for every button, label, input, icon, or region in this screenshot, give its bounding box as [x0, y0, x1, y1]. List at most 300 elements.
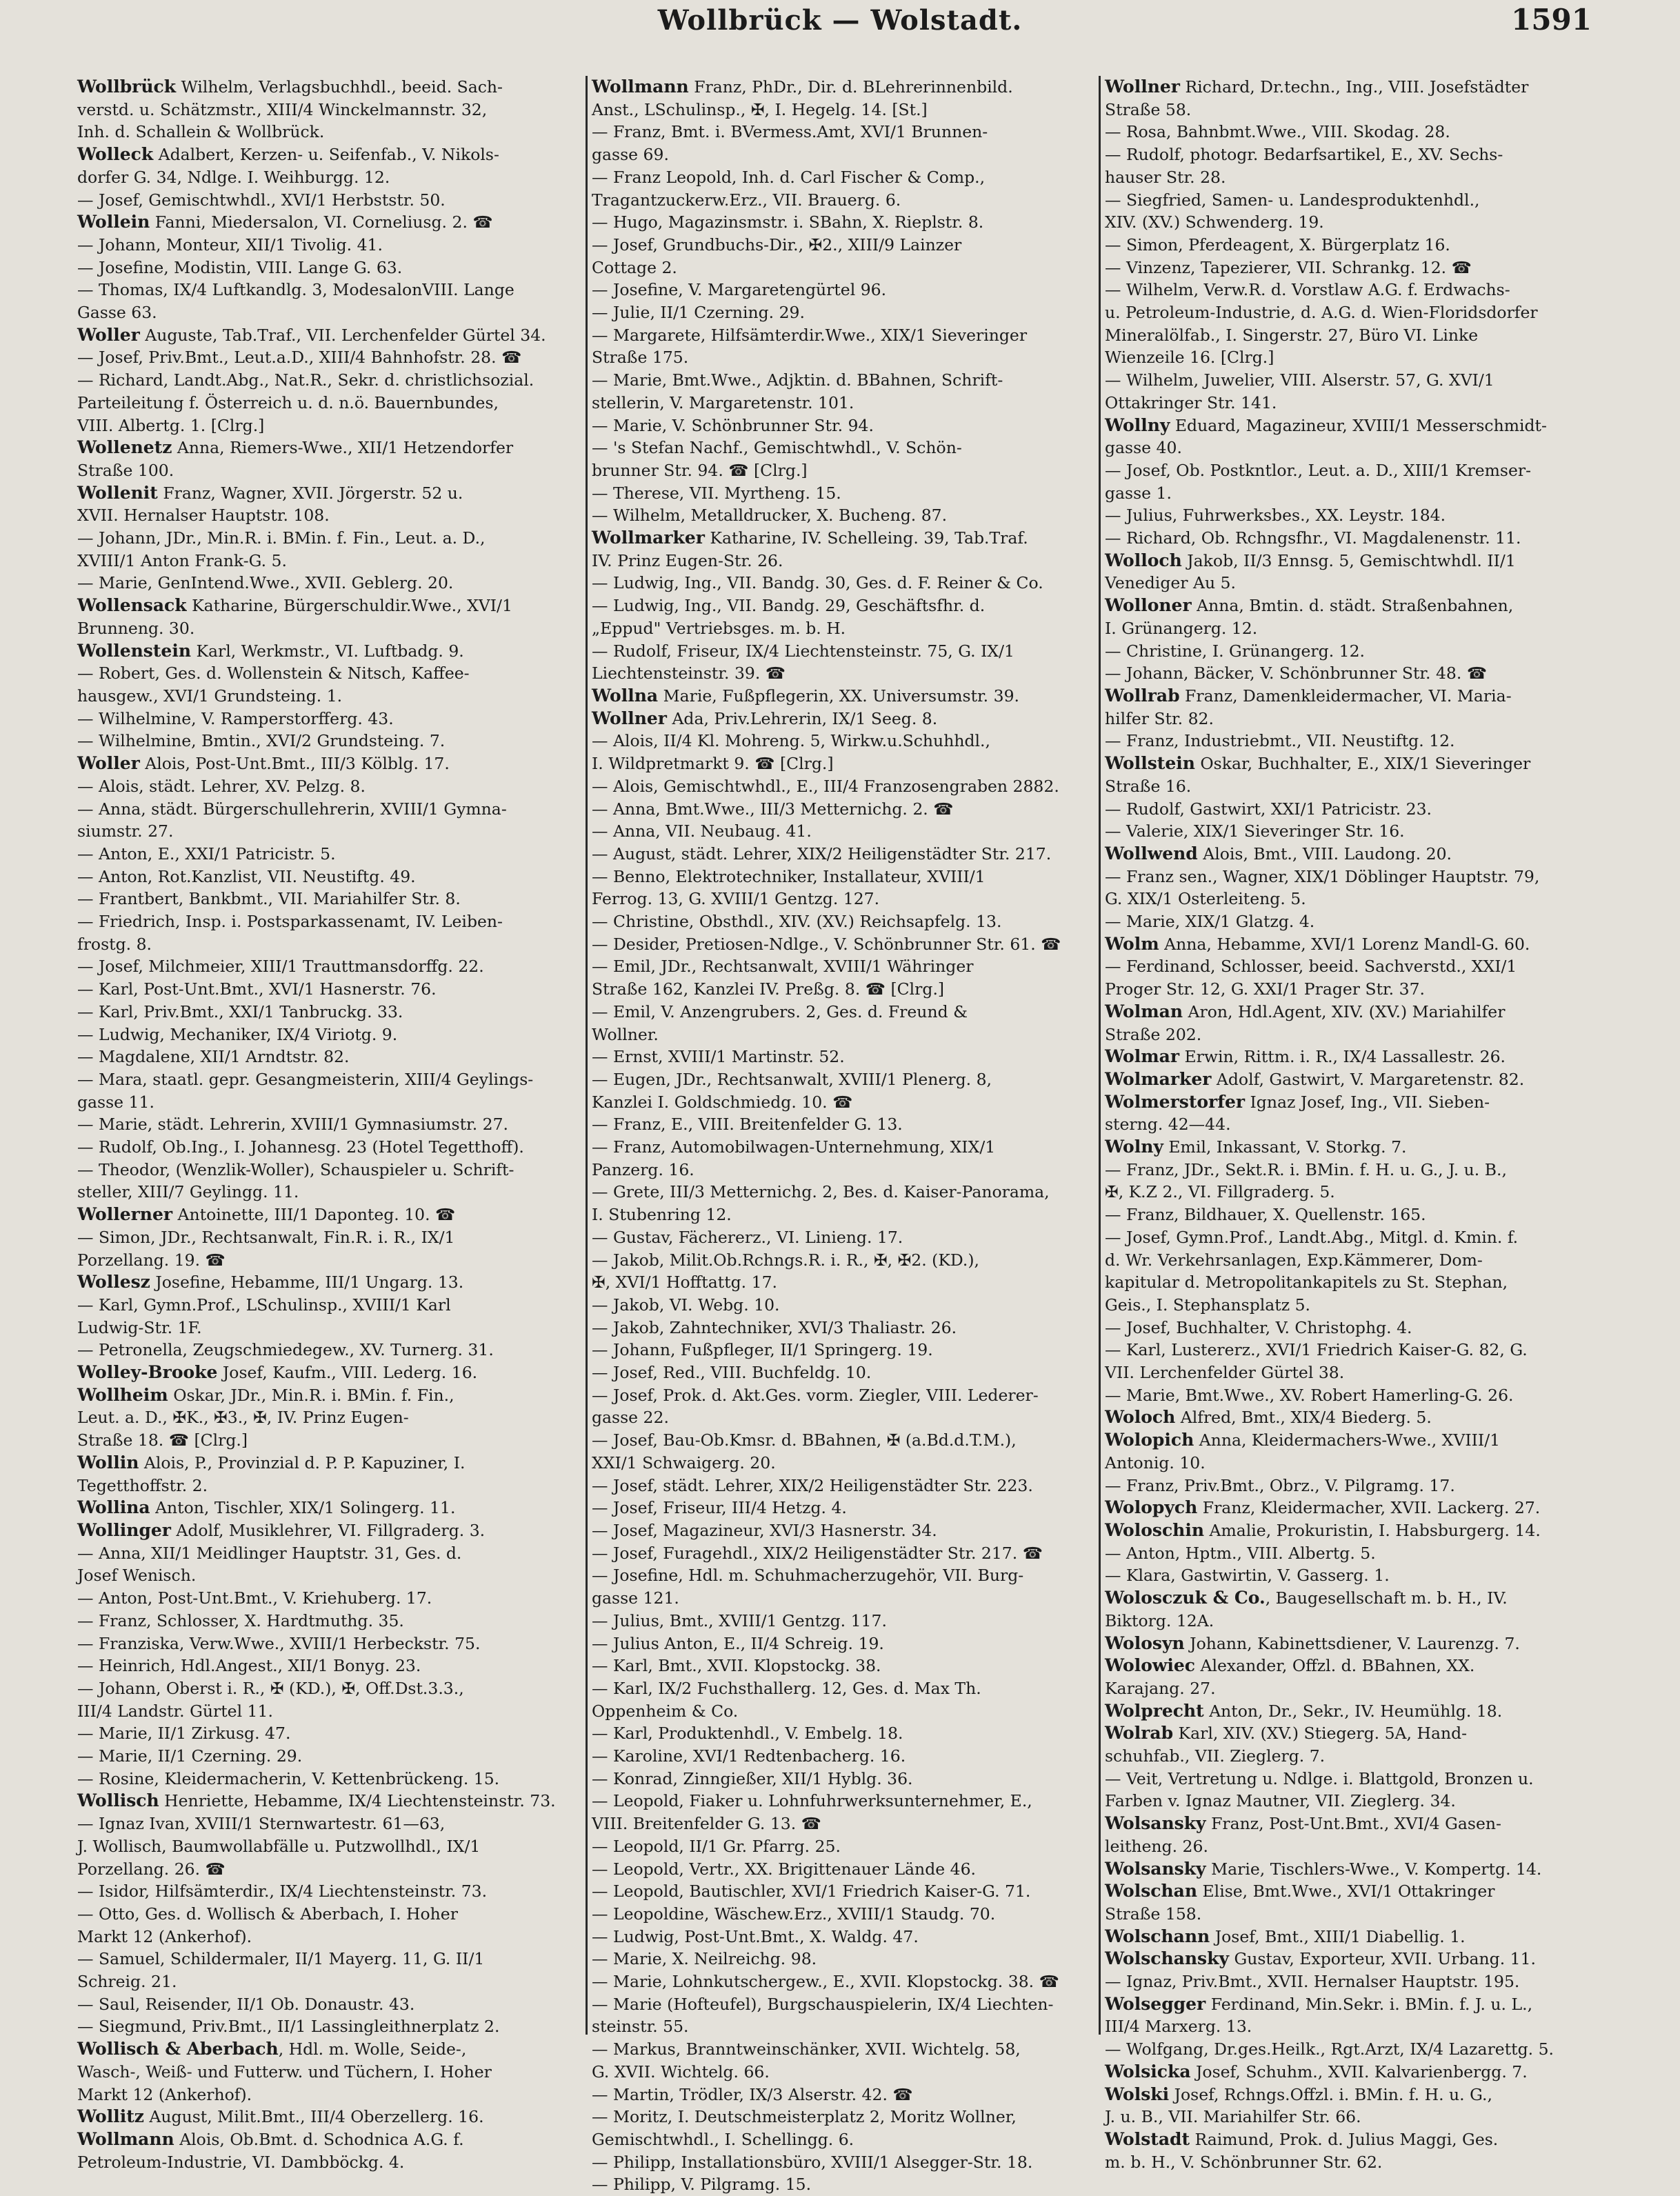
directory-entry [1105, 121, 1608, 143]
entry-text: Biktorg. 12A. [1105, 1610, 1214, 1630]
entry-surname: Wolloner [1105, 595, 1192, 616]
directory-entry [1105, 1587, 1608, 1610]
directory-entry [1105, 2128, 1608, 2151]
entry-text: — Karl, Gymn.Prof., LSchulinsp., XVIII/1 Karl [77, 1295, 451, 1315]
entry-text: — 's Stefan Nachf., Gemischtwhdl., V. Schön- [592, 438, 962, 458]
column-divider [1099, 76, 1101, 2035]
entry-surname: Wollitz [77, 2106, 144, 2127]
directory-entry [1105, 527, 1608, 550]
entry-text: Katharine, IV. Schelleing. 39, Tab.Traf. [704, 528, 1028, 548]
entry-text: G. XIX/1 Osterleiteng. 5. [1105, 889, 1306, 909]
entry-text: — August, städt. Lehrer, XIX/2 Heiligenstädter Str. 217. [592, 844, 1052, 864]
directory-entry [77, 1452, 581, 1475]
directory-entry [592, 1001, 1095, 1024]
entry-text: — Vinzenz, Tapezierer, VII. Schrankg. 12. ☎ [1105, 257, 1472, 277]
entry-text: Venediger Au 5. [1105, 573, 1236, 593]
entry-text: Anna, Bmtin. d. städt. Straßenbahnen, [1191, 596, 1514, 616]
entry-text: — Marie, GenIntend.Wwe., XVII. Geblerg. 20. [77, 573, 454, 593]
directory-entry [592, 1452, 1095, 1475]
entry-text: Josef, Kaufm., VIII. Lederg. 16. [217, 1363, 478, 1383]
entry-surname: Woller [77, 324, 140, 345]
directory-entry [592, 572, 1095, 595]
entry-text: — Petronella, Zeugschmiedegew., XV. Turnerg. 31. [77, 1340, 494, 1360]
entry-surname: Wolm [1105, 933, 1159, 954]
entry-surname: Wollstein [1105, 753, 1195, 774]
directory-entry [592, 2061, 1095, 2084]
entry-text: — Jakob, Zahntechniker, XVI/3 Thaliastr. 26. [592, 1317, 957, 1337]
entry-surname: Wollheim [77, 1384, 168, 1405]
entry-surname: Wolosyn [1105, 1633, 1185, 1653]
directory-entry [592, 459, 1095, 482]
entry-surname: Wollisch & Aberbach [77, 2039, 279, 2059]
entry-text: Josef Wenisch. [77, 1566, 197, 1586]
entry-text: — Thomas, IX/4 Luftkandlg. 3, ModesalonVIII. Lange [77, 280, 514, 300]
directory-entry [77, 459, 581, 482]
directory-entry [592, 1068, 1095, 1091]
entry-text: Josef, Schuhm., XVII. Kalvarienbergg. 7. [1190, 2062, 1528, 2082]
directory-entry [1105, 1722, 1608, 1745]
entry-text: — Josef, städt. Lehrer, XIX/2 Heiligenstädter Str. 223. [592, 1475, 1033, 1495]
entry-text: — Jakob, VI. Webg. 10. [592, 1295, 780, 1315]
entry-text: Oppenheim & Co. [592, 1701, 739, 1721]
directory-entry [1105, 301, 1608, 324]
directory-entry [1105, 369, 1608, 392]
directory-entry [592, 482, 1095, 505]
directory-entry [77, 708, 581, 730]
entry-text: Adolf, Musiklehrer, VI. Fillgraderg. 3. [170, 1521, 486, 1540]
directory-entry [1105, 1497, 1608, 1519]
entry-text: — Josef, Ob. Postkntlor., Leut. a. D., XIII/1 Kremser- [1105, 460, 1532, 480]
directory-entry [592, 1339, 1095, 1361]
entry-surname: Wolsansky [1105, 1813, 1206, 1834]
directory-entry [1105, 572, 1608, 595]
entry-text: — Franz, JDr., Sekt.R. i. BMin. f. H. u. G., J. u. B., [1105, 1159, 1507, 1179]
entry-text: Fanni, Miedersalon, VI. Corneliusg. 2. ☎ [150, 212, 493, 232]
entry-surname: Wollenetz [77, 437, 172, 458]
entry-surname: Wolopich [1105, 1430, 1194, 1450]
entry-text: — Julius, Bmt., XVIII/1 Gentzg. 117. [592, 1610, 887, 1630]
entry-text: — Josefine, Hdl. m. Schuhmacherzugehör, VII. Burg- [592, 1566, 1024, 1586]
directory-entry [592, 143, 1095, 166]
directory-entry [1105, 843, 1608, 866]
entry-text: Elise, Bmt.Wwe., XVI/1 Ottakringer [1197, 1881, 1495, 1901]
directory-entry [592, 1993, 1095, 2016]
entry-text: — Anna, Bmt.Wwe., III/3 Metternichg. 2. ☎ [592, 799, 954, 819]
directory-entry [77, 1880, 581, 1903]
directory-entry [1105, 1226, 1608, 1249]
directory-entry [77, 143, 581, 166]
directory-entry [77, 324, 581, 347]
directory-entry [77, 504, 581, 527]
entry-text: I. Stubenring 12. [592, 1205, 732, 1225]
entry-text: Straße 100. [77, 460, 174, 480]
entry-text: Inh. d. Schallein & Wollbrück. [77, 122, 325, 142]
entry-text: — Christine, I. Grünangerg. 12. [1105, 641, 1366, 661]
entry-text: steinstr. 55. [592, 2017, 689, 2037]
entry-text: Auguste, Tab.Traf., VII. Lerchenfelder Gürtel 34. [139, 325, 546, 345]
directory-entry [77, 1587, 581, 1610]
entry-surname: Wolley-Brooke [77, 1362, 218, 1383]
entry-text: G. XVII. Wichtelg. 66. [592, 2062, 770, 2082]
entry-text: — Siegmund, Priv.Bmt., II/1 Lassingleithnerplatz 2. [77, 2017, 500, 2037]
directory-entry [592, 1813, 1095, 1835]
entry-surname: Wolsegger [1105, 1993, 1206, 2014]
entry-text: XIV. (XV.) Schwenderg. 19. [1105, 212, 1324, 232]
entry-text: — Rudolf, Friseur, IX/4 Liechtensteinstr. 75, G. IX/1 [592, 641, 1014, 661]
entry-text: August, Milit.Bmt., III/4 Oberzellerg. 16. [143, 2107, 484, 2127]
entry-surname: Wollbrück [77, 77, 177, 97]
directory-entry [77, 1677, 581, 1700]
entry-text: — Ernst, XVIII/1 Martinstr. 52. [592, 1047, 845, 1067]
entry-text: III/4 Marxerg. 13. [1105, 2017, 1252, 2037]
directory-entry [1105, 708, 1608, 730]
entry-text: ✠, K.Z 2., VI. Fillgraderg. 5. [1105, 1182, 1335, 1202]
entry-text: Straße 16. [1105, 776, 1192, 796]
entry-text: — Julius Anton, E., II/4 Schreig. 19. [592, 1633, 884, 1653]
entry-surname: Wollenit [77, 482, 158, 503]
directory-entry [592, 978, 1095, 1001]
entry-surname: Wolowiec [1105, 1655, 1196, 1676]
directory-entry [1105, 1835, 1608, 1858]
directory-entry [77, 1339, 581, 1361]
directory-entry [1105, 888, 1608, 910]
directory-entry [1105, 640, 1608, 663]
entry-surname: Wolny [1105, 1137, 1163, 1157]
entry-text: Antoinette, III/1 Daponteg. 10. ☎ [172, 1205, 456, 1225]
directory-entry [592, 1475, 1095, 1497]
directory-entry [77, 1429, 581, 1452]
entry-text: — Klara, Gastwirtin, V. Gasserg. 1. [1105, 1566, 1390, 1586]
directory-entry [592, 527, 1095, 550]
directory-entry [77, 1722, 581, 1745]
entry-text: — Theodor, (Wenzlik-Woller), Schauspieler u. Schrift- [77, 1159, 514, 1179]
entry-surname: Wollner [592, 708, 667, 728]
entry-text: — Marie, II/1 Zirkusg. 47. [77, 1724, 291, 1744]
entry-text: — Ludwig, Mechaniker, IX/4 Viriotg. 9. [77, 1024, 398, 1044]
directory-entry [1105, 820, 1608, 843]
entry-text: — Josef, Red., VIII. Buchfeldg. 10. [592, 1363, 872, 1383]
entry-text: — Konrad, Zinngießer, XII/1 Hyblg. 36. [592, 1768, 913, 1788]
entry-text: Parteileitung f. Österreich u. d. n.ö. Bauernbundes, [77, 392, 499, 412]
entry-text: — Anton, Post-Unt.Bmt., V. Kriehuberg. 17. [77, 1588, 432, 1608]
directory-entry [77, 595, 581, 617]
directory-entry [77, 2106, 581, 2128]
entry-text: Gasse 63. [77, 303, 157, 323]
entry-text: — Anton, Hptm., VIII. Albertg. 5. [1105, 1543, 1376, 1563]
entry-text: — Christine, Obsthdl., XIV. (XV.) Reichsapfelg. 13. [592, 912, 1002, 932]
directory-entry [77, 166, 581, 189]
entry-text: — Moritz, I. Deutschmeisterplatz 2, Moritz Wollner, [592, 2107, 1017, 2127]
entry-text: gasse 11. [77, 1092, 154, 1112]
directory-entry [77, 1181, 581, 1204]
page-title: Wollbrück — Wolstadt. [657, 4, 1023, 37]
entry-text: — Magdalene, XII/1 Arndtstr. 82. [77, 1047, 350, 1067]
directory-entry [1105, 1858, 1608, 1881]
entry-text: — Josefine, V. Margaretengürtel 96. [592, 280, 887, 300]
directory-entry [592, 1948, 1095, 1970]
entry-text: Johann, Kabinettsdiener, V. Laurenzg. 7. [1184, 1633, 1520, 1653]
entry-text: Adalbert, Kerzen- u. Seifenfab., V. Nikols- [153, 145, 499, 165]
directory-entry [77, 1519, 581, 1542]
directory-entry [1105, 617, 1608, 640]
directory-entry [592, 1024, 1095, 1046]
entry-text: — Johann, Fußpfleger, II/1 Springerg. 19. [592, 1340, 933, 1360]
entry-surname: Wollmann [77, 2128, 174, 2149]
directory-entry [77, 1361, 581, 1384]
directory-entry [1105, 1542, 1608, 1565]
directory-entry [592, 211, 1095, 234]
page-number: 1591 [1511, 3, 1592, 37]
entry-text: Farben v. Ignaz Mautner, VII. Zieglerg. 34. [1105, 1791, 1456, 1811]
entry-text: VII. Lerchenfelder Gürtel 38. [1105, 1363, 1345, 1383]
entry-text: — Josef, Friseur, III/4 Hetzg. 4. [592, 1498, 847, 1518]
directory-entry [1105, 166, 1608, 189]
directory-entry [592, 1181, 1095, 1204]
entry-text: — Frantbert, Bankbmt., VII. Mariahilfer Str. 8. [77, 889, 461, 909]
entry-text: — Marie, Lohnkutschergew., E., XVII. Klopstockg. 38. ☎ [592, 1972, 1059, 1992]
entry-text: Ludwig-Str. 1F. [77, 1317, 202, 1337]
directory-entry [77, 1159, 581, 1181]
entry-text: — Julius, Fuhrwerksbes., XX. Leystr. 184. [1105, 506, 1446, 526]
entry-text: Markt 12 (Ankerhof). [77, 2084, 252, 2104]
entry-surname: Wollmann [592, 77, 689, 97]
directory-entry [1105, 1519, 1608, 1542]
entry-text: — Marie, II/1 Czerning. 29. [77, 1746, 303, 1766]
entry-text: kapitular d. Metropolitankapitels zu St. Stephan, [1105, 1272, 1508, 1292]
entry-text: — Grete, III/3 Metternichg. 2, Bes. d. Kaiser-Panorama, [592, 1182, 1050, 1202]
directory-entry [77, 1813, 581, 1835]
entry-text: — Rudolf, Gastwirt, XXI/1 Patricistr. 23. [1105, 799, 1432, 819]
entry-text: u. Petroleum-Industrie, d. A.G. d. Wien-Floridsdorfer [1105, 303, 1538, 323]
directory-entry [1105, 482, 1608, 505]
directory-entry [1105, 1790, 1608, 1813]
directory-entry [592, 1294, 1095, 1317]
entry-text: — Leopoldine, Wäschew.Erz., XVIII/1 Staudg. 70. [592, 1904, 996, 1924]
entry-text: Markt 12 (Ankerhof). [77, 1926, 252, 1946]
directory-entry [592, 121, 1095, 143]
directory-entry [77, 1113, 581, 1136]
entry-text: „Eppud" Vertriebsges. m. b. H. [592, 618, 846, 638]
directory-entry [592, 1903, 1095, 1926]
column-divider [586, 76, 588, 2035]
directory-entry [1105, 798, 1608, 821]
entry-text: Alois, Ob.Bmt. d. Schodnica A.G. f. [174, 2129, 464, 2149]
directory-entry [77, 76, 581, 99]
entry-text: I. Grünangerg. 12. [1105, 618, 1258, 638]
directory-entry [592, 708, 1095, 730]
directory-entry [77, 1001, 581, 1024]
entry-text: Karl, XIV. (XV.) Stiegerg. 5A, Hand- [1173, 1724, 1468, 1744]
directory-entry [1105, 1655, 1608, 1677]
directory-entry [592, 1677, 1095, 1700]
directory-entry [592, 234, 1095, 257]
directory-entry [77, 843, 581, 866]
directory-entry [1105, 1926, 1608, 1948]
directory-entry [592, 1790, 1095, 1813]
directory-entry [592, 820, 1095, 843]
entry-text: — Josef, Milchmeier, XIII/1 Trauttmansdorffg. 22. [77, 957, 484, 977]
entry-text: — Alois, städt. Lehrer, XV. Pelzg. 8. [77, 776, 366, 796]
directory-entry [592, 301, 1095, 324]
entry-text: — Josefine, Modistin, VIII. Lange G. 63. [77, 257, 403, 277]
entry-text: — Wilhelmine, Bmtin., XVI/2 Grundsteing. 7. [77, 731, 446, 751]
entry-text: I. Wildpretmarkt 9. ☎ [Clrg.] [592, 754, 834, 774]
entry-surname: Wollina [77, 1497, 150, 1518]
entry-text: — Martin, Trödler, IX/3 Alserstr. 42. ☎ [592, 2084, 913, 2104]
directory-entry [77, 910, 581, 933]
entry-text: Adolf, Gastwirt, V. Margaretenstr. 82. [1211, 1069, 1525, 1089]
directory-entry [1105, 1091, 1608, 1114]
directory-entry [1105, 1204, 1608, 1226]
entry-text: — Leopold, Bautischler, XVI/1 Friedrich Kaiser-G. 71. [592, 1881, 1031, 1901]
directory-entry [1105, 2061, 1608, 2084]
directory-entry [1105, 1339, 1608, 1361]
entry-text: Antonig. 10. [1105, 1453, 1206, 1473]
directory-entry [1105, 1113, 1608, 1136]
entry-text: leitheng. 26. [1105, 1836, 1208, 1856]
directory-entry [1105, 99, 1608, 121]
directory-entry [592, 1384, 1095, 1407]
entry-text: — Emil, JDr., Rechtsanwalt, XVIII/1 Währinger [592, 957, 974, 977]
entry-text: — Richard, Ob. Rchngsfhr., VI. Magdalenenstr. 11. [1105, 528, 1521, 548]
entry-text: — Markus, Branntweinschänker, XVII. Wichtelg. 58, [592, 2039, 1021, 2059]
entry-text: Porzellang. 19. ☎ [77, 1250, 226, 1270]
directory-entry [1105, 234, 1608, 257]
directory-entry [77, 99, 581, 121]
entry-text: Gustav, Exporteur, XVII. Urbang. 11. [1228, 1949, 1537, 1969]
directory-entry [77, 346, 581, 369]
directory-entry [77, 1475, 581, 1497]
directory-entry [1105, 1317, 1608, 1339]
entry-text: — Hugo, Magazinsmstr. i. SBahn, X. Rieplstr. 8. [592, 212, 984, 232]
entry-text: — Ludwig, Ing., VII. Bandg. 29, Geschäftsfhr. d. [592, 596, 986, 616]
directory-entry [77, 1046, 581, 1068]
entry-text: siumstr. 27. [77, 821, 174, 841]
directory-entry [1105, 685, 1608, 708]
directory-entry [77, 1024, 581, 1046]
entry-text: — Rudolf, Ob.Ing., I. Johannesg. 23 (Hotel Tegetthoff). [77, 1137, 524, 1157]
entry-text: Proger Str. 12, G. XXI/1 Prager Str. 37. [1105, 979, 1425, 999]
directory-entry [77, 2061, 581, 2084]
entry-text: — Franz, Priv.Bmt., Obrz., V. Pilgramg. 17. [1105, 1475, 1455, 1495]
directory-entry [77, 1068, 581, 1091]
directory-entry [1105, 392, 1608, 415]
directory-entry [592, 257, 1095, 279]
entry-text: Straße 162, Kanzlei IV. Preßg. 8. ☎ [Clrg.] [592, 979, 945, 999]
directory-entry [77, 1384, 581, 1407]
entry-surname: Wollisch [77, 1790, 159, 1811]
directory-entry [592, 1091, 1095, 1114]
entry-surname: Wolsicka [1105, 2061, 1191, 2082]
directory-entry [592, 798, 1095, 821]
entry-surname: Wolski [1105, 2084, 1170, 2104]
directory-entry [592, 369, 1095, 392]
directory-entry [1105, 1903, 1608, 1926]
entry-text: — Ignaz, Priv.Bmt., XVII. Hernalser Hauptstr. 195. [1105, 1972, 1520, 1992]
entry-text: Petroleum-Industrie, VI. Dambböckg. 4. [77, 2152, 405, 2172]
entry-text: — Leopold, Vertr., XX. Brigittenauer Lände 46. [592, 1859, 976, 1879]
entry-text: Alois, Bmt., VIII. Laudong. 20. [1197, 844, 1452, 864]
entry-surname: Wollesz [77, 1272, 150, 1292]
directory-entry [77, 640, 581, 663]
directory-entry [77, 211, 581, 234]
directory-entry [592, 76, 1095, 99]
directory-entry [77, 1926, 581, 1948]
entry-text: Jakob, II/3 Ennsg. 5, Gemischtwhdl. II/1 [1181, 550, 1516, 570]
entry-text: — Desider, Pretiosen-Ndlge., V. Schönbrunner Str. 61. ☎ [592, 934, 1061, 954]
entry-surname: Wolmar [1105, 1046, 1180, 1067]
directory-entry [1105, 1384, 1608, 1407]
directory-entry [592, 1858, 1095, 1881]
directory-entry [592, 752, 1095, 775]
entry-text: — Karl, IX/2 Fuchsthallerg. 12, Ges. d. Max Th. [592, 1678, 981, 1698]
entry-text: hausgew., XVI/1 Grundsteing. 1. [77, 686, 343, 706]
entry-text: — Otto, Ges. d. Wollisch & Aberbach, I. Hoher [77, 1904, 458, 1924]
directory-entry [592, 843, 1095, 866]
entry-text: — Veit, Vertretung u. Ndlge. i. Blattgold, Bronzen u. [1105, 1768, 1534, 1788]
directory-entry [77, 2084, 581, 2106]
entry-text: — Josef, Gymn.Prof., Landt.Abg., Mitgl. d. Kmin. f. [1105, 1227, 1519, 1247]
directory-entry [1105, 257, 1608, 279]
entry-text: — Josef, Gemischtwhdl., XVI/1 Herbststr. 50. [77, 190, 446, 210]
entry-text: VIII. Breitenfelder G. 13. ☎ [592, 1814, 821, 1834]
entry-text: Ottakringer Str. 141. [1105, 392, 1277, 412]
entry-text: Raimund, Prok. d. Julius Maggi, Ges. [1190, 2129, 1499, 2149]
directory-entry [592, 730, 1095, 752]
directory-entry [592, 1113, 1095, 1136]
entry-text: — Ferdinand, Schlosser, beeid. Sachverstd., XXI/1 [1105, 957, 1517, 977]
directory-entry [1105, 550, 1608, 572]
directory-entry [77, 1700, 581, 1723]
directory-entry [592, 99, 1095, 121]
entry-text: Wienzeile 16. [Clrg.] [1105, 348, 1274, 368]
entry-text: — Leopold, Fiaker u. Lohnfuhrwerksunternehmer, E., [592, 1791, 1032, 1811]
entry-text: — Johann, JDr., Min.R. i. BMin. f. Fin., Leut. a. D., [77, 528, 486, 548]
entry-text: — Anna, VII. Neubaug. 41. [592, 821, 812, 841]
directory-entry [77, 933, 581, 956]
directory-entry [1105, 866, 1608, 888]
entry-text: Ferrog. 13, G. XVIII/1 Gentzg. 127. [592, 889, 880, 909]
entry-text: — Marie, Bmt.Wwe., XV. Robert Hamerling-G. 26. [1105, 1385, 1514, 1405]
directory-entry [1105, 437, 1608, 459]
directory-entry [77, 1993, 581, 2016]
directory-entry [592, 346, 1095, 369]
directory-entry [1105, 1948, 1608, 1970]
entry-text: steller, XIII/7 Geylingg. 11. [77, 1182, 299, 1202]
directory-entry [1105, 2106, 1608, 2128]
entry-text: Kanzlei I. Goldschmiedg. 10. ☎ [592, 1092, 853, 1112]
entry-text: — Marie, X. Neilreichg. 98. [592, 1949, 817, 1969]
entry-text: — Siegfried, Samen- u. Landesproduktenhdl., [1105, 190, 1480, 210]
entry-text: — Ignaz Ivan, XVIII/1 Sternwartestr. 61—63, [77, 1814, 446, 1834]
directory-entry [1105, 1181, 1608, 1204]
entry-text: Straße 158. [1105, 1904, 1202, 1924]
entry-text: — Heinrich, Hdl.Angest., XII/1 Bonyg. 23. [77, 1656, 421, 1676]
directory-entry [1105, 1993, 1608, 2016]
entry-text: verstd. u. Schätzmstr., XIII/4 Winckelmannstr. 32, [77, 99, 488, 119]
entry-text: Franz, Post-Unt.Bmt., XVI/4 Gasen- [1206, 1814, 1501, 1834]
entry-text: Aron, Hdl.Agent, XIV. (XV.) Mariahilfer [1183, 1001, 1506, 1021]
directory-entry [1105, 76, 1608, 99]
entry-text: — Franz, Automobilwagen-Unternehmung, XIX/1 [592, 1137, 996, 1157]
entry-text: — Wilhelm, Metalldrucker, X. Bucheng. 87. [592, 506, 948, 526]
directory-entry [77, 1294, 581, 1317]
page-header [0, 0, 1680, 69]
directory-entry [77, 1136, 581, 1159]
entry-text: Anna, Riemers-Wwe., XII/1 Hetzendorfer [172, 438, 514, 458]
entry-surname: Wolschann [1105, 1926, 1210, 1946]
directory-entry [77, 775, 581, 798]
